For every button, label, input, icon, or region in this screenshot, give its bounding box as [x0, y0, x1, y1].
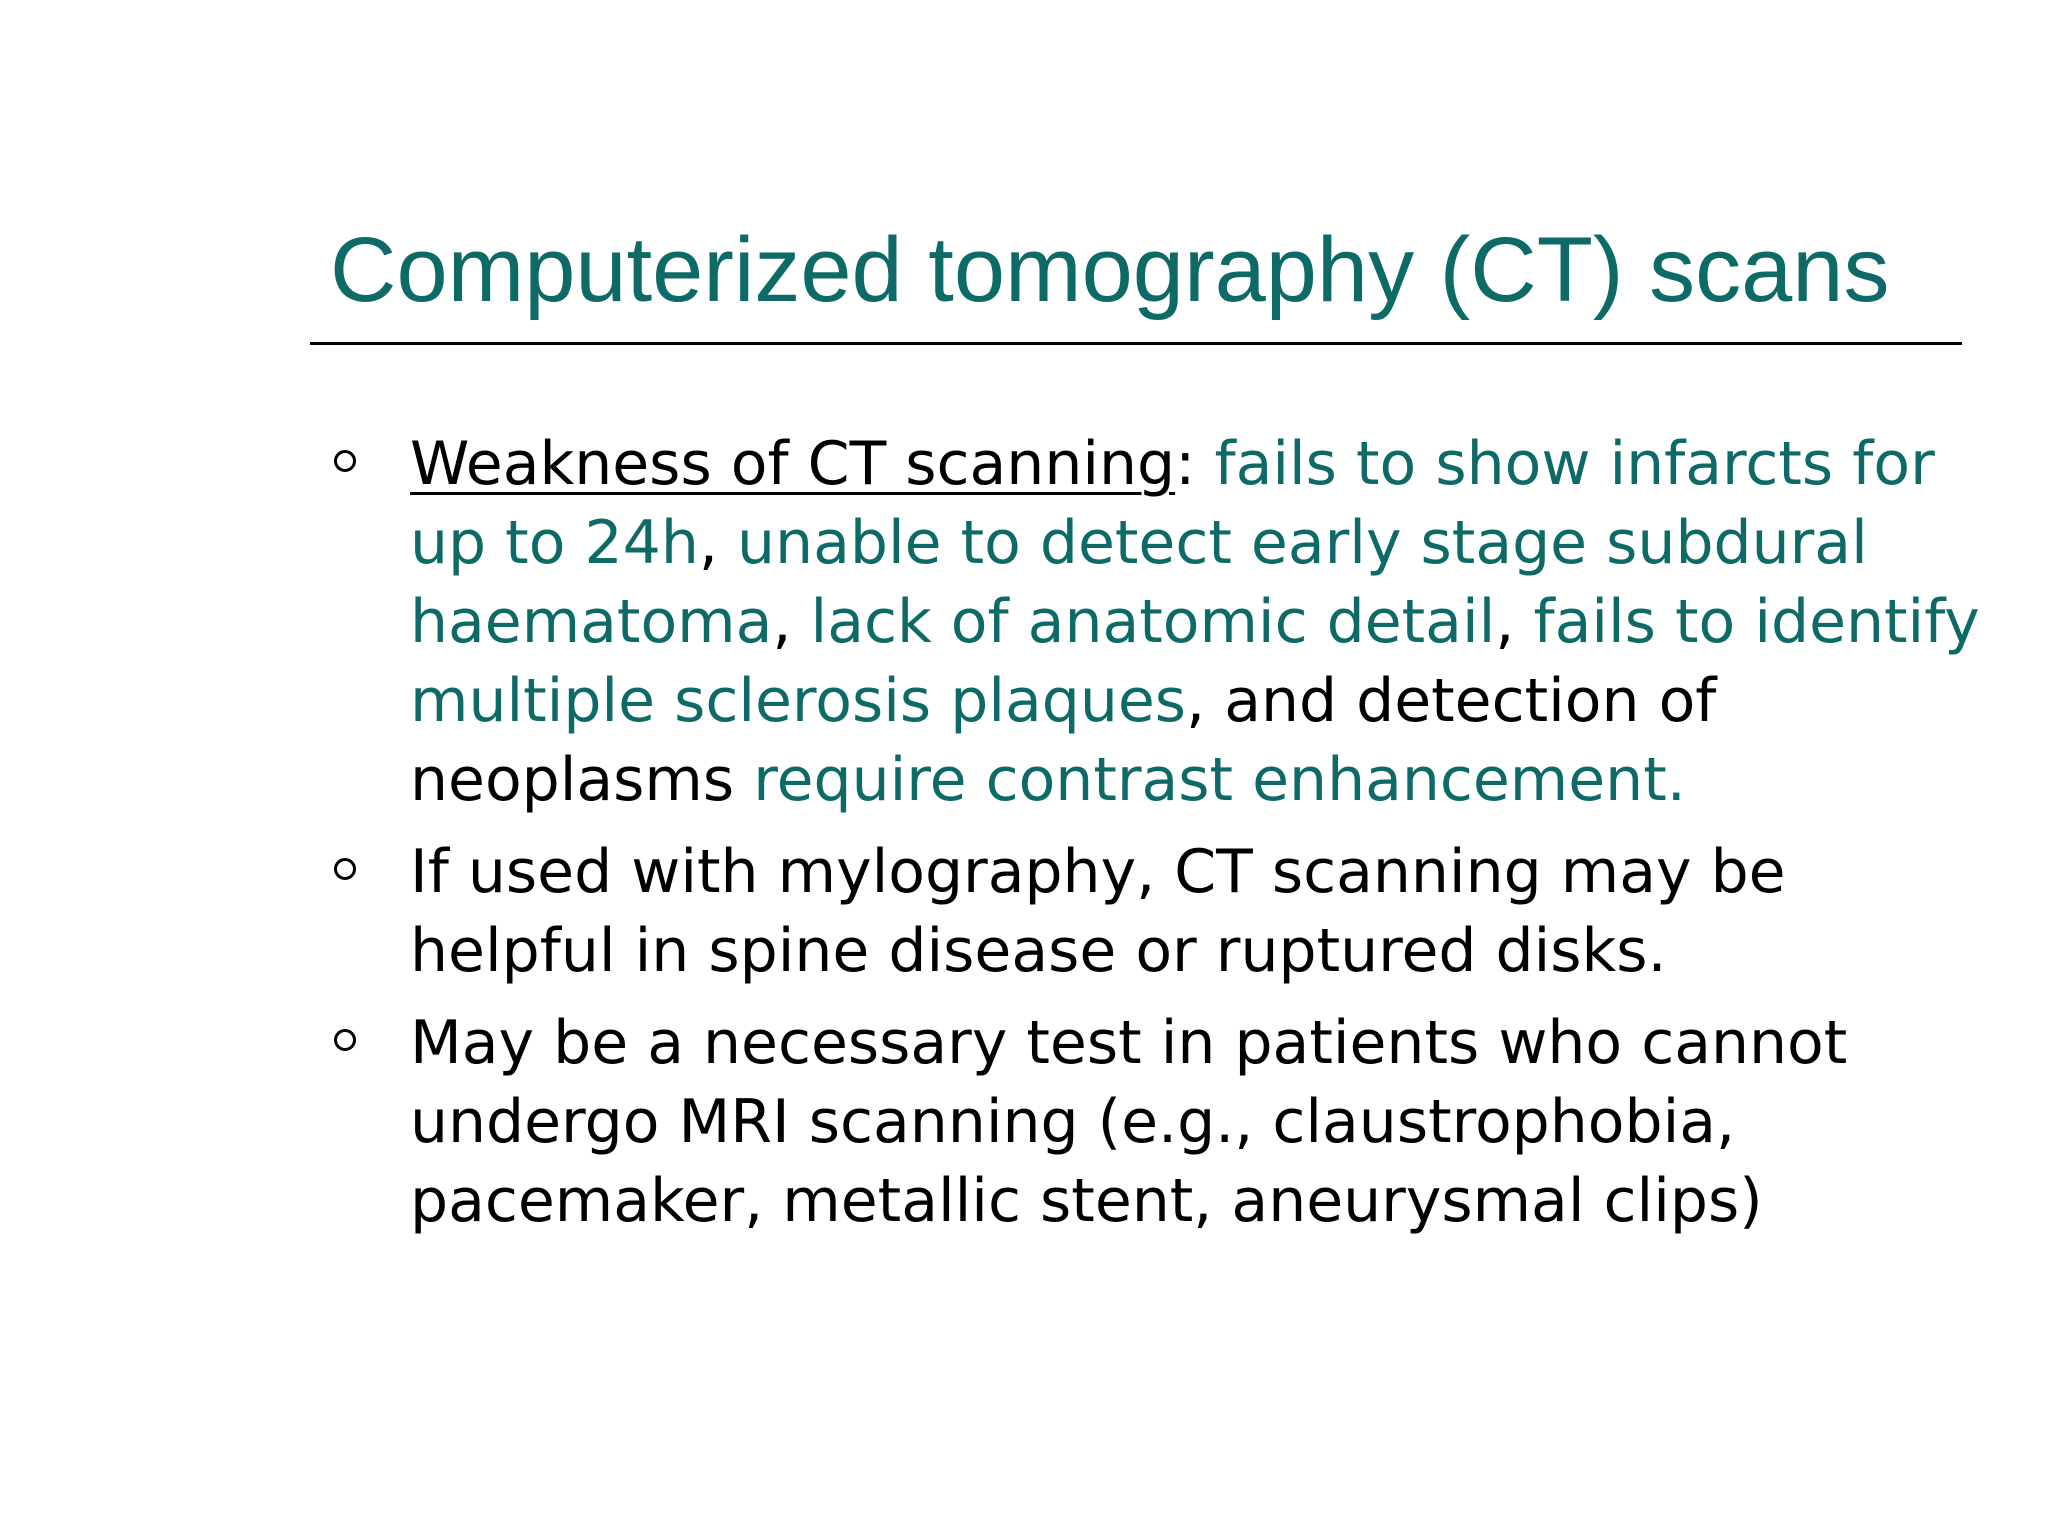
- bullet-text-segment: fails to show infarcts for up to 24h: [410, 429, 1935, 578]
- bullet-text-segment: :: [1175, 429, 1215, 499]
- bullet-item-mylography: [330, 833, 1990, 991]
- bullet-heading: Weakness of CT scanning: [410, 429, 1176, 499]
- bullet-item-weakness: [330, 425, 1990, 820]
- bullet-list: [330, 425, 1990, 1254]
- slide-title: Computerized tomography (CT) scans: [330, 219, 1890, 321]
- hollow-circle-bullet-icon: [334, 1029, 356, 1051]
- bullet-text-segment: unable to detect early stage subdural haematoma: [410, 508, 1868, 657]
- hollow-circle-bullet-icon: [334, 450, 356, 472]
- bullet-item-mri-alternative: [330, 1004, 1990, 1241]
- bullet-text-segment: require contrast enhancement.: [753, 745, 1686, 815]
- bullet-text-segment: ,: [698, 508, 738, 578]
- bullet-text-segment: ,: [1495, 587, 1534, 657]
- bullet-text-segment: , and detection of neoplasms: [410, 666, 1717, 815]
- hollow-circle-bullet-icon: [334, 858, 356, 880]
- bullet-text-segment: lack of anatomic detail: [810, 587, 1496, 657]
- bullet-text-segment: May be a necessary test in patients who cannot undergo MRI scanning (e.g., claustrophobia, pacemaker, metallic stent, aneurysmal clips): [410, 1008, 1848, 1236]
- title-divider: [310, 342, 1962, 345]
- bullet-text-segment: If used with mylography, CT scanning may be helpful in spine disease or ruptured disks.: [410, 837, 1786, 986]
- bullet-text-segment: fails to identify multiple sclerosis plaques: [410, 587, 1980, 736]
- bullet-text-segment: ,: [772, 587, 811, 657]
